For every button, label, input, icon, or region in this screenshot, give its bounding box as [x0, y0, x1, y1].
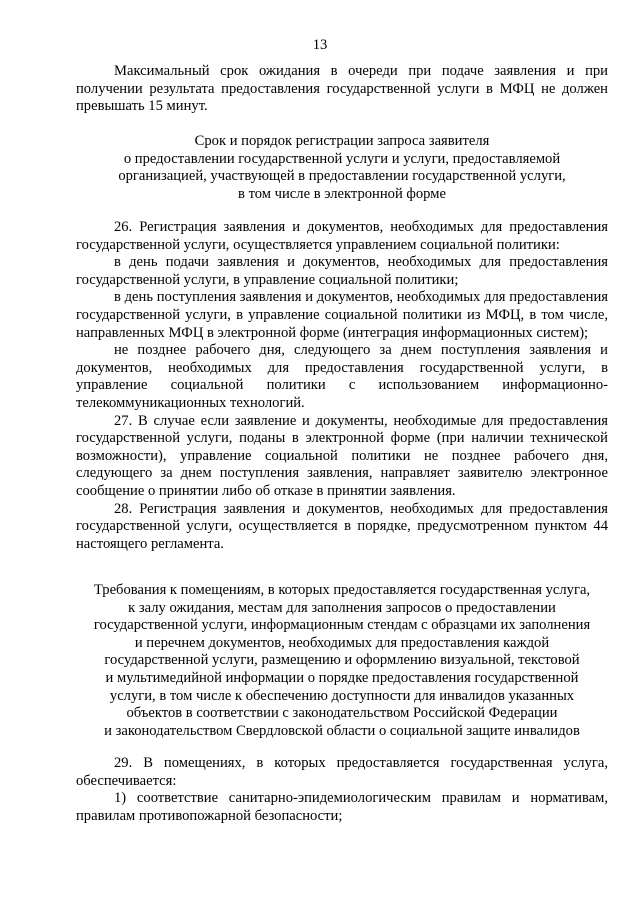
heading-line: к залу ожидания, местам для заполнения запросов о предоставлении	[128, 599, 556, 616]
heading-line: Требования к помещениям, в которых предоставляется государственная услуга,	[93, 582, 591, 598]
heading-line: государственной услуги, размещению и оформлению визуальной, текстовой	[104, 652, 580, 669]
registration-section	[76, 219, 608, 553]
paragraph-27: 27. В случае если заявление и документы, необходимые для предоставления государственной услуги, поданы в электронной форме (при наличии технической возможности), управление социальной политики не позднее рабочего дня, следующего за днем поступления заявления, направляет заявителю электронное сообщение о принятии либо об отказе в принятии заявления.	[76, 412, 608, 499]
heading-line: и мультимедийной информации о порядке предоставления государственной	[105, 669, 579, 686]
section-heading-registration	[76, 133, 608, 203]
heading-line: государственной услуги, информационным стендам с образцами их заполнения	[93, 617, 591, 634]
heading-line: и перечнем документов, необходимых для предоставления каждой	[134, 634, 550, 651]
section-heading-premises	[76, 582, 608, 740]
heading-line: организацией, участвующей в предоставлении государственной услуги,	[118, 168, 566, 185]
paragraph-29: 29. В помещениях, в которых предоставляется государственная услуга, обеспечивается:	[76, 755, 608, 789]
intro-block	[76, 63, 608, 116]
paragraph-29-item-1: 1) соответствие санитарно-эпидемиологическим правилам и нормативам, правилам противопожарной безопасности;	[76, 790, 608, 824]
heading-line: в том числе в электронной форме	[238, 185, 446, 202]
intro-paragraph: Максимальный срок ожидания в очереди при подаче заявления и при получении результата предоставления государственной услуги в МФЦ не должен превышать 15 минут.	[76, 63, 608, 115]
paragraph-28: 28. Регистрация заявления и документов, необходимых для предоставления государственной услуги, осуществляется в порядке, предусмотренном пунктом 44 настоящего регламента.	[76, 500, 608, 552]
heading-line: о предоставлении государственной услуги и услуги, предоставляемой	[123, 150, 561, 167]
heading-line: Срок и порядок регистрации запроса заявителя	[194, 133, 490, 149]
heading-line: услуги, в том числе к обеспечению доступности для инвалидов указанных	[109, 687, 575, 704]
paragraph-26-item-c: не позднее рабочего дня, следующего за днем поступления заявления и документов, необходимых для предоставления государственной услуги, в управление социальной политики с использованием информационно-телекоммуникационных технологий.	[76, 342, 608, 411]
paragraph-26-item-b: в день поступления заявления и документов, необходимых для предоставления государственной услуги, в управление социальной политики из МФЦ, в том числе, направленных МФЦ в электронной форме (интеграция информационных систем);	[76, 289, 608, 341]
premises-section	[76, 755, 608, 825]
heading-line: и законодательством Свердловской области о социальной защите инвалидов	[104, 722, 580, 739]
paragraph-26-item-a: в день подачи заявления и документов, необходимых для предоставления государственной услуги, в управление социальной политики;	[76, 254, 608, 288]
paragraph-26: 26. Регистрация заявления и документов, необходимых для предоставления государственной услуги, осуществляется управлением социальной политики:	[76, 219, 608, 253]
page-number: 13	[312, 37, 328, 53]
heading-line: объектов в соответствии с законодательством Российской Федерации	[126, 705, 558, 722]
